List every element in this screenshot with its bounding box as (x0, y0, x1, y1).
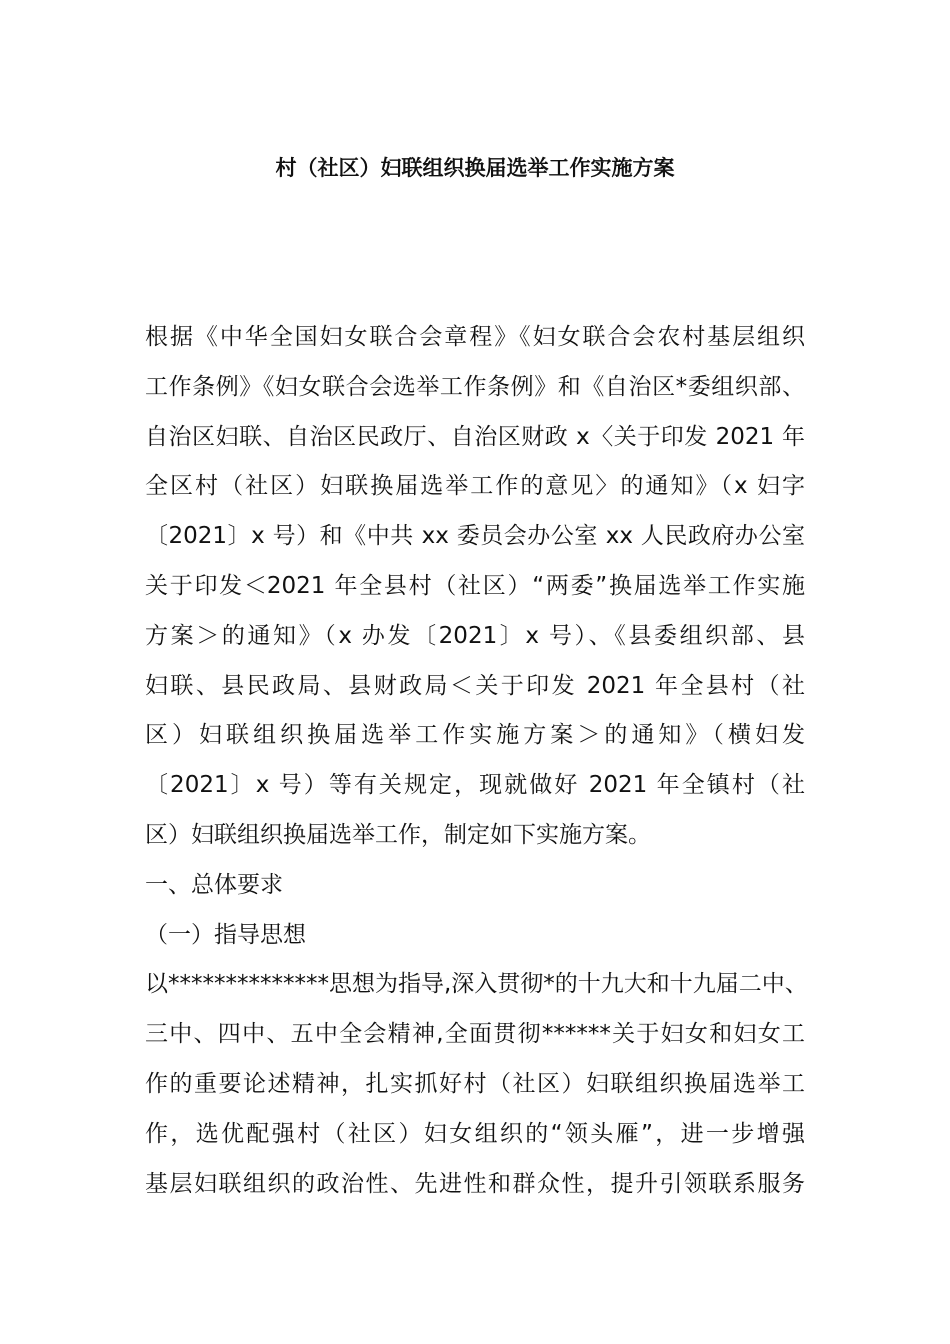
subsection-heading: （一）指导思想 (145, 921, 306, 948)
paragraph-line: 〔2021〕x 号）等有关规定，现就做好 2021 年全镇村（社 (145, 772, 805, 799)
paragraph-line: 关于印发＜2021 年全县村（社区）“两委”换届选举工作实施 (145, 572, 805, 599)
paragraph-line: 三中、四中、五中全会精神,全面贯彻******关于妇女和妇女工 (145, 1021, 805, 1048)
document-body (145, 313, 808, 1209)
paragraph-line: 根据《中华全国妇女联合会章程》《妇女联合会农村基层组织 (145, 324, 805, 350)
paragraph-line: 妇联、县民政局、县财政局＜关于印发 2021 年全县村（社 (145, 672, 805, 699)
paragraph-line: 区）妇联组织换届选举工作，制定如下实施方案。 (145, 821, 651, 848)
paragraph-line: 全区村（社区）妇联换届选举工作的意见〉的通知》（x 妇字 (145, 473, 805, 500)
paragraph-line: 工作条例》《妇女联合会选举工作条例》和《自治区*委组织部、 (145, 373, 805, 400)
paragraph-line: 作的重要论述精神，扎实抓好村（社区）妇联组织换届选举工 (145, 1070, 805, 1097)
paragraph-line: 基层妇联组织的政治性、先进性和群众性，提升引领联系服务 (145, 1170, 805, 1197)
paragraph-line: 区）妇联组织换届选举工作实施方案＞的通知》（横妇发 (145, 722, 805, 749)
section-heading: 一、总体要求 (145, 871, 283, 898)
document-title: 村（社区）妇联组织换届选举工作实施方案 (275, 156, 675, 180)
paragraph-line: 〔2021〕x 号）和《中共 xx 委员会办公室 xx 人民政府办公室 (145, 523, 805, 550)
paragraph-line: 方案＞的通知》（x 办发〔2021〕x 号）、《县委组织部、县 (145, 622, 805, 649)
paragraph-line: 作，选优配强村（社区）妇女组织的“领头雁”，进一步增强 (145, 1120, 805, 1147)
paragraph-line: 以**************思想为指导,深入贯彻*的十九大和十九届二中、 (145, 971, 808, 998)
paragraph-line: 自治区妇联、自治区民政厅、自治区财政 x〈关于印发 2021 年 (145, 423, 805, 450)
